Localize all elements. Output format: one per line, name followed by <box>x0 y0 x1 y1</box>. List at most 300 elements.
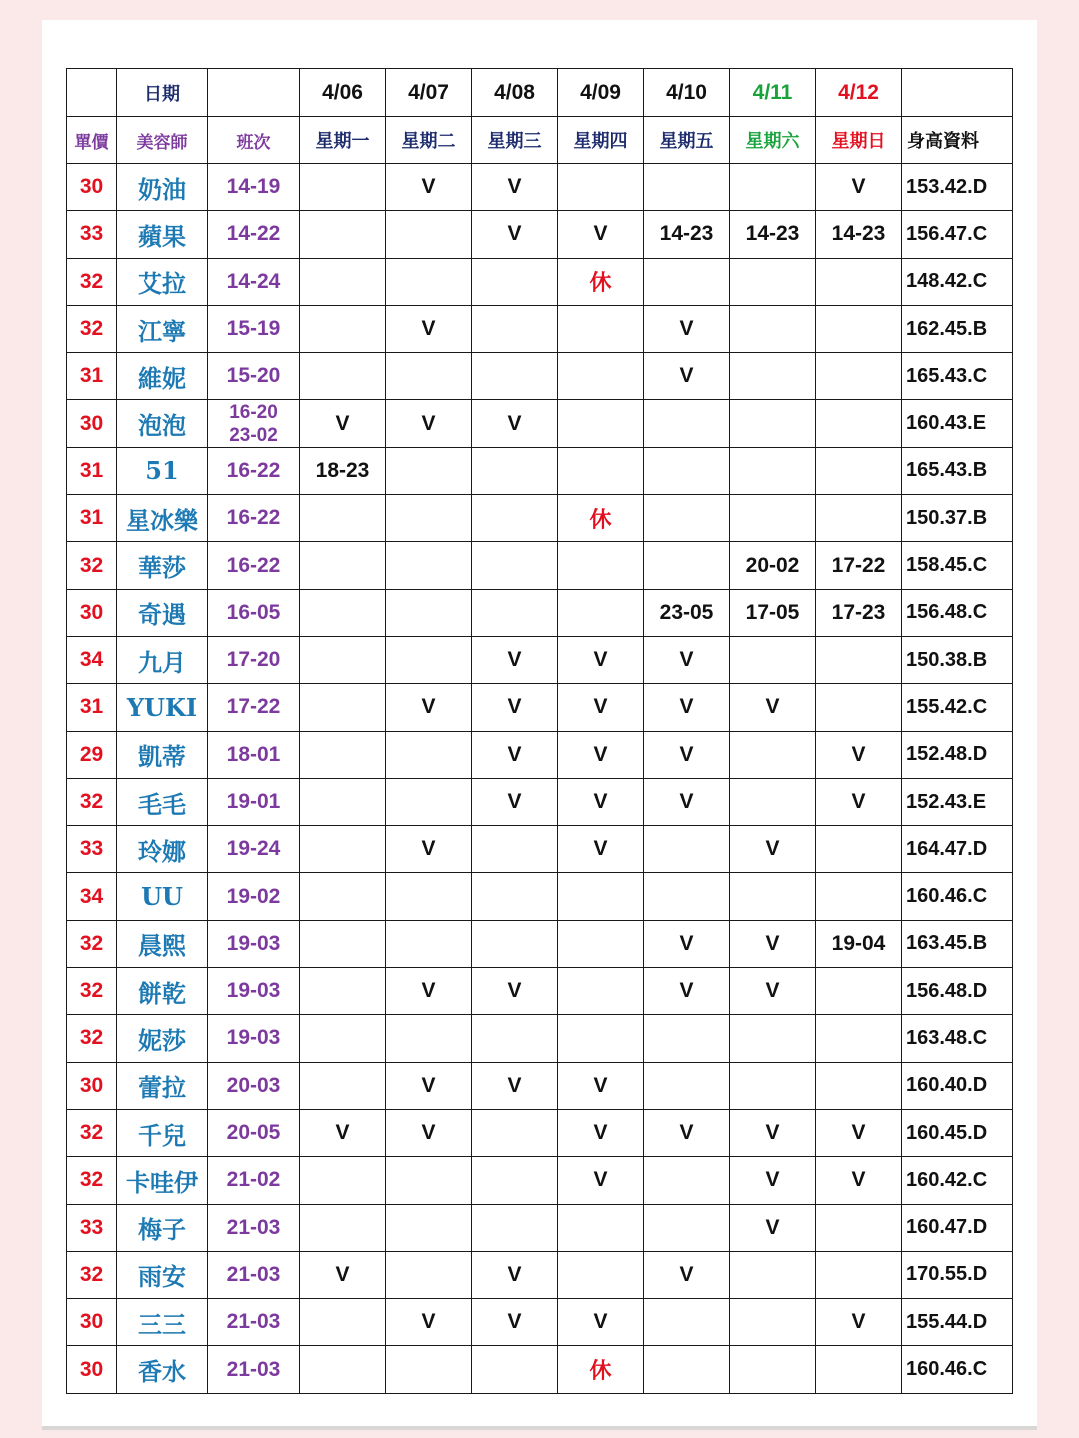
day-cell-4-07 <box>386 353 472 400</box>
shift-cell <box>208 1062 300 1109</box>
beautician-name-cell: 艾拉 <box>117 258 208 305</box>
day-cell-4-07 <box>386 1015 472 1062</box>
height-data-cell: 162.45.B <box>902 305 1013 352</box>
beautician-name-cell: 餅乾 <box>117 968 208 1015</box>
day-cell-4-08 <box>472 1109 558 1156</box>
day-cell-4-06 <box>300 1204 386 1251</box>
day-cell-4-09 <box>558 968 644 1015</box>
shift-cell <box>208 353 300 400</box>
height-header: 身高資料 <box>902 117 1013 164</box>
height-data-cell: 153.42.D <box>902 164 1013 211</box>
date-4-07: 4/07 <box>386 69 472 117</box>
day-cell-4-08: V <box>472 400 558 447</box>
day-cell-4-12 <box>816 353 902 400</box>
day-cell-4-09: 休 <box>558 495 644 542</box>
table-row <box>67 968 1013 1015</box>
day-cell-4-06 <box>300 731 386 778</box>
day-cell-4-09 <box>558 1204 644 1251</box>
day-cell-4-06 <box>300 778 386 825</box>
day-cell-4-09 <box>558 589 644 636</box>
day-cell-4-11 <box>730 495 816 542</box>
day-cell-4-10: V <box>644 684 730 731</box>
day-cell-4-07 <box>386 1346 472 1393</box>
shift-time: 15-19 <box>226 317 281 341</box>
day-cell-4-08: V <box>472 968 558 1015</box>
shift-time: 16-22 <box>226 506 281 530</box>
price-cell: 31 <box>67 353 117 400</box>
table-row <box>67 731 1013 778</box>
shift-cell <box>208 684 300 731</box>
day-cell-4-12 <box>816 826 902 873</box>
day-cell-4-10 <box>644 1346 730 1393</box>
day-cell-4-06 <box>300 164 386 211</box>
day-cell-4-08 <box>472 495 558 542</box>
day-cell-4-07: V <box>386 1062 472 1109</box>
day-cell-4-09 <box>558 1015 644 1062</box>
price-cell: 32 <box>67 542 117 589</box>
price-cell: 32 <box>67 258 117 305</box>
shift-cell <box>208 778 300 825</box>
table-row <box>67 636 1013 683</box>
day-cell-4-06 <box>300 1299 386 1346</box>
day-cell-4-10 <box>644 1204 730 1251</box>
day-cell-4-06 <box>300 258 386 305</box>
shift-time: 17-22 <box>226 695 281 719</box>
day-cell-4-06 <box>300 495 386 542</box>
price-cell: 32 <box>67 920 117 967</box>
day-cell-4-07 <box>386 1251 472 1298</box>
shift-cell <box>208 731 300 778</box>
day-cell-4-10 <box>644 164 730 211</box>
day-cell-4-07: V <box>386 400 472 447</box>
shift-cell <box>208 542 300 589</box>
day-cell-4-12: V <box>816 731 902 778</box>
day-cell-4-11 <box>730 1251 816 1298</box>
height-data-cell: 155.42.C <box>902 684 1013 731</box>
day-cell-4-11 <box>730 1015 816 1062</box>
day-cell-4-10: 23-05 <box>644 589 730 636</box>
day-cell-4-10: V <box>644 305 730 352</box>
day-cell-4-10: V <box>644 968 730 1015</box>
shift-time: 19-02 <box>226 884 281 908</box>
day-cell-4-06 <box>300 211 386 258</box>
day-cell-4-06: V <box>300 400 386 447</box>
price-cell: 33 <box>67 211 117 258</box>
height-data-cell: 156.48.D <box>902 968 1013 1015</box>
beautician-name-cell: 梅子 <box>117 1204 208 1251</box>
height-data-cell: 163.45.B <box>902 920 1013 967</box>
shift-time: 14-22 <box>226 222 281 246</box>
price-cell: 32 <box>67 778 117 825</box>
price-cell: 30 <box>67 400 117 447</box>
day-cell-4-06 <box>300 1015 386 1062</box>
day-cell-4-08: V <box>472 778 558 825</box>
shift-cell <box>208 873 300 920</box>
day-cell-4-06 <box>300 1062 386 1109</box>
day-cell-4-07: V <box>386 305 472 352</box>
day-cell-4-09 <box>558 400 644 447</box>
price-cell: 32 <box>67 1015 117 1062</box>
day-cell-4-08: V <box>472 211 558 258</box>
day-cell-4-06 <box>300 968 386 1015</box>
height-data-cell: 152.43.E <box>902 778 1013 825</box>
height-data-cell: 160.46.C <box>902 873 1013 920</box>
day-cell-4-09 <box>558 1251 644 1298</box>
day-cell-4-07 <box>386 1157 472 1204</box>
day-cell-4-11 <box>730 447 816 494</box>
day-cell-4-07: V <box>386 1299 472 1346</box>
weekday-saturday: 星期六 <box>730 117 816 164</box>
day-cell-4-08 <box>472 353 558 400</box>
height-data-cell: 160.42.C <box>902 1157 1013 1204</box>
shift-time: 16-20 <box>229 401 278 423</box>
shift-time: 18-01 <box>226 742 281 766</box>
day-cell-4-11: 17-05 <box>730 589 816 636</box>
day-cell-4-09 <box>558 920 644 967</box>
day-cell-4-08 <box>472 447 558 494</box>
day-cell-4-09: V <box>558 778 644 825</box>
schedule-table <box>66 68 1013 1394</box>
day-cell-4-10 <box>644 1015 730 1062</box>
day-cell-4-12 <box>816 684 902 731</box>
day-cell-4-11 <box>730 1062 816 1109</box>
day-cell-4-08 <box>472 1157 558 1204</box>
day-cell-4-09: 休 <box>558 258 644 305</box>
day-cell-4-08 <box>472 589 558 636</box>
day-cell-4-11 <box>730 731 816 778</box>
price-cell: 32 <box>67 1109 117 1156</box>
day-cell-4-12 <box>816 305 902 352</box>
height-data-cell: 160.45.D <box>902 1109 1013 1156</box>
day-cell-4-06: V <box>300 1251 386 1298</box>
day-cell-4-12: V <box>816 1299 902 1346</box>
day-cell-4-07: V <box>386 164 472 211</box>
date-4-08: 4/08 <box>472 69 558 117</box>
blank-header-cell <box>902 69 1013 117</box>
table-row <box>67 1015 1013 1062</box>
schedule-page <box>42 20 1037 1430</box>
shift-cell <box>208 589 300 636</box>
price-cell: 31 <box>67 684 117 731</box>
date-4-09: 4/09 <box>558 69 644 117</box>
table-row <box>67 447 1013 494</box>
day-cell-4-06 <box>300 353 386 400</box>
day-cell-4-06 <box>300 684 386 731</box>
height-data-cell: 158.45.C <box>902 542 1013 589</box>
shift-cell <box>208 826 300 873</box>
beautician-name-cell: 泡泡 <box>117 400 208 447</box>
day-cell-4-10: V <box>644 353 730 400</box>
day-cell-4-10 <box>644 826 730 873</box>
day-cell-4-07 <box>386 636 472 683</box>
day-cell-4-12 <box>816 400 902 447</box>
shift-time: 23-02 <box>229 424 278 446</box>
table-row <box>67 684 1013 731</box>
beautician-name-cell: 卡哇伊 <box>117 1157 208 1204</box>
day-cell-4-11: V <box>730 920 816 967</box>
day-cell-4-10 <box>644 400 730 447</box>
day-cell-4-12: 17-22 <box>816 542 902 589</box>
day-cell-4-08: V <box>472 1062 558 1109</box>
price-cell: 30 <box>67 1299 117 1346</box>
shift-time: 16-22 <box>226 458 281 482</box>
weekday-friday: 星期五 <box>644 117 730 164</box>
day-cell-4-12 <box>816 1346 902 1393</box>
shift-cell <box>208 447 300 494</box>
beautician-name-cell: 奇遇 <box>117 589 208 636</box>
shift-cell <box>208 1157 300 1204</box>
beautician-name-cell: 妮莎 <box>117 1015 208 1062</box>
date-4-11: 4/11 <box>730 69 816 117</box>
shift-time: 21-03 <box>226 1310 281 1334</box>
day-cell-4-09 <box>558 305 644 352</box>
date-4-12: 4/12 <box>816 69 902 117</box>
day-cell-4-12: V <box>816 778 902 825</box>
shift-cell <box>208 920 300 967</box>
day-cell-4-06: V <box>300 1109 386 1156</box>
day-cell-4-08: V <box>472 1299 558 1346</box>
day-cell-4-12: V <box>816 1157 902 1204</box>
table-row <box>67 778 1013 825</box>
price-cell: 31 <box>67 447 117 494</box>
day-cell-4-09: V <box>558 1109 644 1156</box>
day-cell-4-09: V <box>558 211 644 258</box>
table-row <box>67 495 1013 542</box>
day-cell-4-08 <box>472 258 558 305</box>
beautician-name-cell: 51 <box>117 447 208 494</box>
schedule-body <box>67 164 1013 1394</box>
beautician-name-cell: 香水 <box>117 1346 208 1393</box>
day-cell-4-09 <box>558 542 644 589</box>
day-cell-4-07 <box>386 258 472 305</box>
price-cell: 30 <box>67 1346 117 1393</box>
day-cell-4-07 <box>386 211 472 258</box>
date-label: 日期 <box>117 69 208 117</box>
height-data-cell: 163.48.C <box>902 1015 1013 1062</box>
day-cell-4-07: V <box>386 1109 472 1156</box>
day-cell-4-12 <box>816 495 902 542</box>
table-row <box>67 1109 1013 1156</box>
day-cell-4-10: V <box>644 636 730 683</box>
day-cell-4-07 <box>386 731 472 778</box>
day-cell-4-10 <box>644 258 730 305</box>
price-cell: 32 <box>67 1157 117 1204</box>
day-cell-4-11: V <box>730 1109 816 1156</box>
beautician-name-cell: 三三 <box>117 1299 208 1346</box>
day-cell-4-10 <box>644 1157 730 1204</box>
day-cell-4-08 <box>472 1015 558 1062</box>
weekday-thursday: 星期四 <box>558 117 644 164</box>
beautician-name-cell: 江寧 <box>117 305 208 352</box>
weekday-sunday: 星期日 <box>816 117 902 164</box>
shift-time: 14-19 <box>226 175 281 199</box>
height-data-cell: 160.40.D <box>902 1062 1013 1109</box>
price-cell: 30 <box>67 164 117 211</box>
beautician-name-cell: 凱蒂 <box>117 731 208 778</box>
day-cell-4-08: V <box>472 164 558 211</box>
beautician-name-cell: 華莎 <box>117 542 208 589</box>
day-cell-4-10 <box>644 873 730 920</box>
shift-cell <box>208 1204 300 1251</box>
day-cell-4-06 <box>300 920 386 967</box>
day-cell-4-10: V <box>644 1109 730 1156</box>
day-cell-4-07 <box>386 542 472 589</box>
day-cell-4-12: V <box>816 164 902 211</box>
day-cell-4-12 <box>816 258 902 305</box>
day-cell-4-06 <box>300 826 386 873</box>
table-row <box>67 305 1013 352</box>
day-cell-4-10 <box>644 1299 730 1346</box>
day-cell-4-08 <box>472 873 558 920</box>
beautician-name-cell: 蘋果 <box>117 211 208 258</box>
height-data-cell: 148.42.C <box>902 258 1013 305</box>
price-header: 單價 <box>67 117 117 164</box>
table-row <box>67 1062 1013 1109</box>
day-cell-4-09: V <box>558 826 644 873</box>
day-cell-4-08: V <box>472 731 558 778</box>
day-cell-4-11 <box>730 1346 816 1393</box>
day-cell-4-10: V <box>644 920 730 967</box>
day-cell-4-07 <box>386 873 472 920</box>
day-cell-4-11: V <box>730 1204 816 1251</box>
height-data-cell: 160.46.C <box>902 1346 1013 1393</box>
day-cell-4-12 <box>816 447 902 494</box>
day-cell-4-11 <box>730 636 816 683</box>
day-cell-4-08 <box>472 305 558 352</box>
shift-cell <box>208 1109 300 1156</box>
table-row <box>67 1299 1013 1346</box>
day-cell-4-11: 14-23 <box>730 211 816 258</box>
day-cell-4-10: 14-23 <box>644 211 730 258</box>
beautician-name-cell: 毛毛 <box>117 778 208 825</box>
day-cell-4-11 <box>730 1299 816 1346</box>
day-cell-4-11: V <box>730 684 816 731</box>
shift-cell <box>208 968 300 1015</box>
day-cell-4-12 <box>816 1062 902 1109</box>
weekday-monday: 星期一 <box>300 117 386 164</box>
table-row <box>67 589 1013 636</box>
beautician-name-cell: 千兒 <box>117 1109 208 1156</box>
day-cell-4-06 <box>300 1346 386 1393</box>
beautician-name-cell: 玲娜 <box>117 826 208 873</box>
day-cell-4-09: V <box>558 1157 644 1204</box>
day-cell-4-12 <box>816 1251 902 1298</box>
height-data-cell: 156.48.C <box>902 589 1013 636</box>
shift-cell <box>208 1346 300 1393</box>
day-cell-4-08 <box>472 826 558 873</box>
price-cell: 32 <box>67 968 117 1015</box>
shift-time: 21-02 <box>226 1168 281 1192</box>
height-data-cell: 165.43.B <box>902 447 1013 494</box>
height-data-cell: 150.38.B <box>902 636 1013 683</box>
shift-cell <box>208 305 300 352</box>
table-row <box>67 542 1013 589</box>
day-cell-4-10 <box>644 1062 730 1109</box>
day-cell-4-09 <box>558 873 644 920</box>
blank-header-cell <box>67 69 117 117</box>
day-cell-4-08: V <box>472 684 558 731</box>
beautician-name-cell: 蕾拉 <box>117 1062 208 1109</box>
shift-time: 21-03 <box>226 1262 281 1286</box>
day-cell-4-12: 19-04 <box>816 920 902 967</box>
day-cell-4-12: V <box>816 1109 902 1156</box>
day-cell-4-08: V <box>472 636 558 683</box>
day-cell-4-10: V <box>644 731 730 778</box>
day-cell-4-11 <box>730 778 816 825</box>
day-cell-4-12 <box>816 968 902 1015</box>
shift-time: 16-22 <box>226 553 281 577</box>
day-cell-4-07 <box>386 920 472 967</box>
table-row <box>67 258 1013 305</box>
day-cell-4-07: V <box>386 826 472 873</box>
day-cell-4-11 <box>730 258 816 305</box>
day-cell-4-10: V <box>644 778 730 825</box>
day-cell-4-08 <box>472 1346 558 1393</box>
day-cell-4-11 <box>730 164 816 211</box>
day-cell-4-06 <box>300 589 386 636</box>
shift-time: 20-03 <box>226 1073 281 1097</box>
price-cell: 29 <box>67 731 117 778</box>
shift-time: 19-01 <box>226 790 281 813</box>
beautician-name-cell: 雨安 <box>117 1251 208 1298</box>
shift-time: 19-03 <box>226 979 281 1003</box>
table-row <box>67 826 1013 873</box>
day-cell-4-12 <box>816 1204 902 1251</box>
shift-time: 20-05 <box>226 1121 281 1145</box>
shift-time: 19-03 <box>226 931 281 955</box>
table-row <box>67 1346 1013 1393</box>
day-cell-4-11 <box>730 400 816 447</box>
table-row <box>67 1204 1013 1251</box>
height-data-cell: 150.37.B <box>902 495 1013 542</box>
day-cell-4-12: 17-23 <box>816 589 902 636</box>
day-cell-4-11: 20-02 <box>730 542 816 589</box>
beautician-name-cell: YUKI <box>117 684 208 731</box>
column-header-row <box>67 117 1013 164</box>
day-cell-4-09 <box>558 164 644 211</box>
day-cell-4-07 <box>386 1204 472 1251</box>
price-cell: 34 <box>67 636 117 683</box>
table-row <box>67 1251 1013 1298</box>
height-data-cell: 164.47.D <box>902 826 1013 873</box>
shift-cell <box>208 1015 300 1062</box>
table-row <box>67 1157 1013 1204</box>
shift-cell <box>208 211 300 258</box>
shift-cell <box>208 495 300 542</box>
shift-time: 15-20 <box>226 364 281 388</box>
day-cell-4-10 <box>644 495 730 542</box>
beautician-name-cell: 晨熙 <box>117 920 208 967</box>
day-cell-4-09: V <box>558 1062 644 1109</box>
day-cell-4-07 <box>386 495 472 542</box>
day-cell-4-07 <box>386 589 472 636</box>
day-cell-4-07: V <box>386 968 472 1015</box>
day-cell-4-08: V <box>472 1251 558 1298</box>
day-cell-4-07 <box>386 447 472 494</box>
beautician-name-cell: UU <box>117 873 208 920</box>
day-cell-4-10: V <box>644 1251 730 1298</box>
price-cell: 30 <box>67 1062 117 1109</box>
shift-cell <box>208 1251 300 1298</box>
day-cell-4-11: V <box>730 1157 816 1204</box>
date-4-10: 4/10 <box>644 69 730 117</box>
day-cell-4-11: V <box>730 826 816 873</box>
price-cell: 33 <box>67 1204 117 1251</box>
beautician-name-cell: 維妮 <box>117 353 208 400</box>
height-data-cell: 152.48.D <box>902 731 1013 778</box>
day-cell-4-06 <box>300 873 386 920</box>
weekday-tuesday: 星期二 <box>386 117 472 164</box>
